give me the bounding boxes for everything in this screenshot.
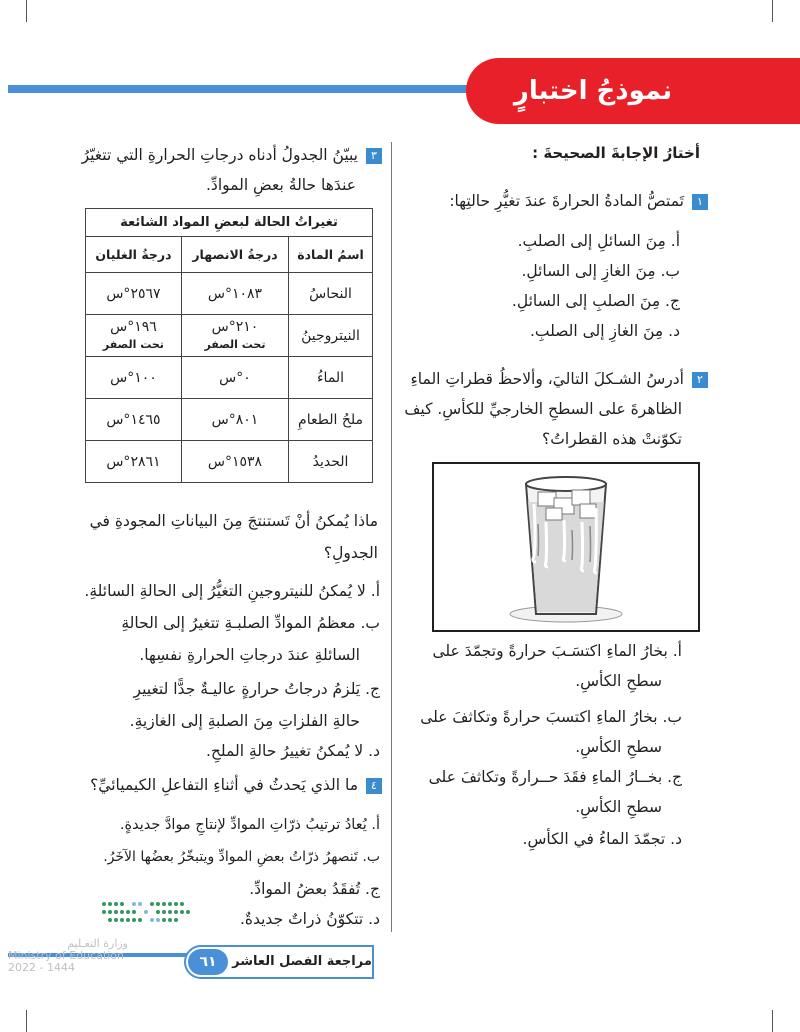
substance-cell: النيتروجينُ bbox=[289, 315, 373, 357]
melt-note: تحت الصفر bbox=[204, 337, 266, 351]
chapter-label: مراجعة الفصل العاشر bbox=[232, 954, 372, 969]
table-header: درجةُ الانصهار bbox=[181, 237, 288, 273]
boil-cell: ١٠٠°س bbox=[86, 357, 182, 399]
q1-option-d[interactable]: د. مِنَ الغازِ إلى الصلبِ. bbox=[529, 322, 680, 340]
question-text-line: عندَها حالةُ بعضِ الموادِّ. bbox=[206, 176, 356, 194]
question-number: ١ bbox=[692, 194, 708, 210]
question-text: ما الذي يَحدثُ في أثناءِ التفاعلِ الكيميائيِّ؟ bbox=[90, 776, 358, 794]
q2-option-b-cont: سطحِ الكأسِ. bbox=[575, 738, 662, 756]
watermark bbox=[8, 938, 128, 974]
instruction: أختارُ الإجابةَ الصحيحةَ : bbox=[532, 144, 700, 162]
melt-cell bbox=[181, 315, 288, 357]
q1-option-b[interactable]: ب. مِنَ الغازِ إلى السائلِ. bbox=[521, 262, 680, 280]
question-text-line: تكوّنتْ هذه القطراتُ؟ bbox=[542, 430, 682, 448]
question-text-line: يبيّنُ الجدولُ أدناه درجاتِ الحرارةِ التي تتغيّرُ bbox=[81, 146, 358, 164]
table-row bbox=[86, 399, 373, 441]
substance-cell: النحاسُ bbox=[289, 273, 373, 315]
boil-note: تحت الصفر bbox=[102, 337, 164, 351]
q3-option-c-cont: حالةِ الفلزاتِ مِنَ الصلبةِ إلى الغازيةِ. bbox=[129, 712, 360, 730]
table-caption: تغيراتُ الحالة لبعضِ المواد الشائعة bbox=[86, 209, 373, 237]
q2-option-c[interactable]: ج. بخــارُ الماءِ فقَدَ حــرارةً وتكاثفَ على bbox=[428, 768, 682, 786]
crop-mark bbox=[772, 0, 773, 22]
boil-cell: ١٤٦٥°س bbox=[86, 399, 182, 441]
q4-option-c[interactable]: ج. تُفقَدُ بعضُ الموادِّ. bbox=[249, 880, 380, 898]
crop-mark bbox=[772, 1010, 773, 1032]
table-header: درجةُ الغليان bbox=[86, 237, 182, 273]
substance-cell: ملحُ الطعامِ bbox=[289, 399, 373, 441]
table-row bbox=[86, 357, 373, 399]
page-title: نموذجُ اختبارٍ bbox=[466, 58, 720, 124]
q3-prompt-line: الجدولِ؟ bbox=[323, 544, 378, 562]
question-number: ٣ bbox=[366, 148, 382, 164]
q4-option-b[interactable]: ب. تَنصهرُ ذرّاتُ بعضِ الموادِّ ويتبخّرُ بعضُها الآخَرُ. bbox=[103, 849, 380, 865]
boil-cell: ٢٨٦١°س bbox=[86, 441, 182, 483]
substance-cell: الماءُ bbox=[289, 357, 373, 399]
table-header: اسمُ المادة bbox=[289, 237, 373, 273]
ministry-logo-icon bbox=[100, 896, 192, 930]
q3-option-b-cont: السائلةِ عندَ درجاتِ الحرارةِ نفسِها. bbox=[139, 646, 360, 664]
melt-cell: ٠°س bbox=[181, 357, 288, 399]
q1-option-c[interactable]: ج. مِنَ الصلبِ إلى السائلِ. bbox=[511, 292, 680, 310]
watermark-line: وزارة التعـليم bbox=[67, 937, 128, 950]
question-text: تَمتصُّ المادةُ الحرارةَ عندَ تغيُّرِ حالتِها: bbox=[449, 192, 684, 210]
column-divider bbox=[391, 142, 392, 932]
table-row bbox=[86, 315, 373, 357]
q3-option-d[interactable]: د. لا يُمكنُ تغييرُ حالةِ الملحِ. bbox=[205, 742, 380, 760]
question-text-line: الظاهرةَ على السطحِ الخارجيِّ للكأسِ. كيف bbox=[404, 400, 682, 418]
boil-value: ١٩٦°س bbox=[110, 318, 157, 335]
q2-option-c-cont: سطحِ الكأسِ. bbox=[575, 798, 662, 816]
q2-option-b[interactable]: ب. بخارُ الماءِ اكتسبَ حرارةً وتكاثفَ على bbox=[420, 708, 682, 726]
question-text-line: أدرسُ الشـكلَ التاليَ، وألاحظُ قطراتِ الماءِ bbox=[410, 370, 684, 388]
melt-cell: ٨٠١°س bbox=[181, 399, 288, 441]
melt-cell: ١٥٣٨°س bbox=[181, 441, 288, 483]
q4-option-a[interactable]: أ. يُعادُ ترتيبُ ذرّاتِ الموادِّ لإنتاجِ موادَّ جديدةٍ. bbox=[119, 817, 380, 833]
boil-cell bbox=[86, 315, 182, 357]
q3-option-b[interactable]: ب. معظمُ الموادِّ الصلبـةِ تتغيرُ إلى الحالةِ bbox=[121, 614, 380, 632]
question-number: ٢ bbox=[692, 372, 708, 388]
q3-option-a[interactable]: أ. لا يُمكنُ للنيتروجينِ التغيُّرُ إلى الحالةِ السائلةِ. bbox=[84, 582, 380, 600]
question-1 bbox=[408, 186, 708, 216]
table-row bbox=[86, 441, 373, 483]
substance-cell: الحديدُ bbox=[289, 441, 373, 483]
glass-with-droplets-icon bbox=[434, 464, 698, 630]
q2-option-a[interactable]: أ. بخارُ الماءِ اكتسَـبَ حرارةً وتجمّدَ على bbox=[432, 642, 682, 660]
glass-figure bbox=[432, 462, 700, 632]
crop-mark bbox=[26, 0, 27, 22]
watermark-line: 2022 - 1444 bbox=[8, 961, 75, 974]
q3-option-c[interactable]: ج. يَلزمُ درجاتُ حرارةٍ عاليـةٌ جدًّا لتغييرِ bbox=[133, 680, 380, 698]
watermark-line: Ministry of Education bbox=[8, 949, 125, 962]
question-2 bbox=[408, 364, 708, 394]
question-4 bbox=[42, 770, 382, 800]
q4-option-d[interactable]: د. تتكوّنُ ذراتٌ جديدةٌ. bbox=[239, 910, 380, 928]
melt-value: ٢١٠°س bbox=[211, 318, 259, 335]
q3-prompt-line: ماذا يُمكنُ أنْ تَستنتجَ مِنَ البياناتِ المجودةِ في bbox=[89, 512, 378, 530]
boil-cell: ٢٥٦٧°س bbox=[86, 273, 182, 315]
melt-cell: ١٠٨٣°س bbox=[181, 273, 288, 315]
table-row bbox=[86, 273, 373, 315]
question-3 bbox=[62, 140, 382, 170]
state-change-table bbox=[85, 208, 373, 483]
q2-option-d[interactable]: د. تجمّدَ الماءُ في الكأسِ. bbox=[522, 830, 682, 848]
header-rule bbox=[8, 85, 478, 93]
page-number: ٦١ bbox=[188, 949, 228, 975]
q1-option-a[interactable]: أ. مِنَ السائلِ إلى الصلبِ. bbox=[517, 232, 680, 250]
q2-option-a-cont: سطحِ الكأسِ. bbox=[575, 672, 662, 690]
crop-mark bbox=[26, 1010, 27, 1032]
question-number: ٤ bbox=[366, 778, 382, 794]
